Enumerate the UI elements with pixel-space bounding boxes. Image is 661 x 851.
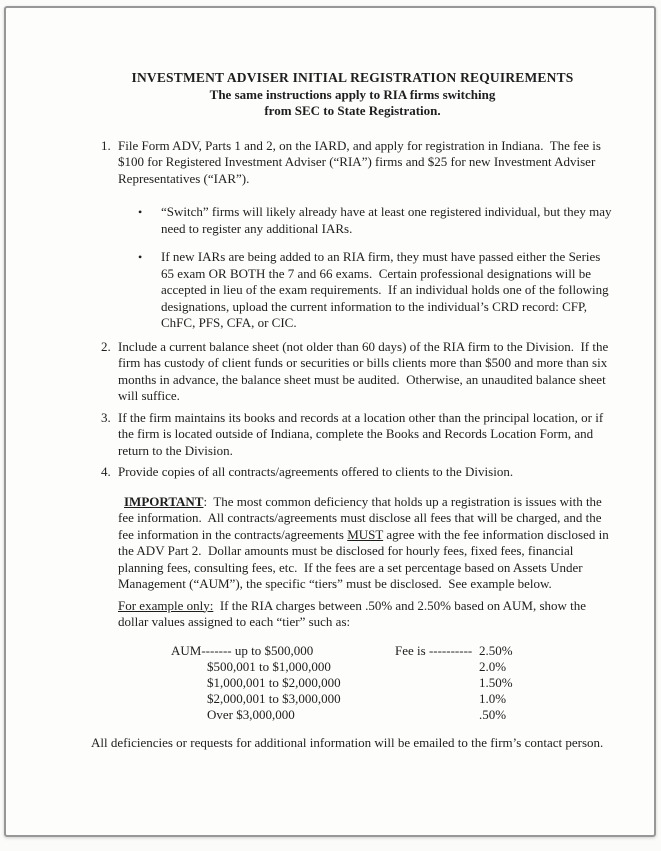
document-title	[91, 70, 614, 120]
title-line-2: The same instructions apply to RIA firms switching	[209, 86, 496, 102]
important-text-1: : The most common deficiency that holds up a registration is issues with the fee information. All contracts/agreements must disclose all fees that will be charged, and the fee information in the contracts/agreements	[118, 493, 606, 542]
example-text: If the RIA charges between .50% and 2.50% based on AUM, show the dollar values assigned to each “tier” such as:	[118, 597, 590, 629]
bullet-item-2	[91, 249, 614, 332]
fee-tier-row	[171, 707, 614, 723]
contact-note-paragraph: All deficiencies or requests for additional information will be emailed to the firm’s contact person.	[91, 734, 604, 750]
bullet-2-text: If new IARs are being added to an RIA firm, they must have passed either the Series 65 exam OR BOTH the 7 and 66 exams. Certain professional designations will be accepted in lieu of the exam requirements. If an individual holds one of the following designations, upload the current information to the individual’s CRD record: CFP, ChFC, PFS, CFA, or CIC.	[161, 249, 612, 330]
fee-tier-row	[171, 659, 614, 675]
fee-tier-row	[171, 691, 614, 707]
tier-range: $500,001 to $1,000,000	[207, 658, 331, 674]
item-1-number: 1.	[101, 137, 111, 153]
numbered-item-1	[91, 138, 614, 188]
bullet-icon: •	[138, 205, 143, 219]
bullet-1-text: “Switch” firms will likely already have at least one registered individual, but they may need to register any additional IARs.	[161, 204, 615, 236]
bullet-icon: •	[138, 250, 143, 264]
item-4-number: 4.	[101, 464, 111, 479]
example-paragraph	[118, 598, 614, 631]
fee-percentage: 2.0%	[479, 658, 507, 674]
fee-tier-row	[171, 675, 614, 691]
item-3-number: 3.	[101, 409, 111, 425]
fee-tier-row	[171, 643, 614, 659]
numbered-item-2	[91, 339, 614, 405]
document-content	[6, 8, 654, 751]
title-line-3: from SEC to State Registration.	[264, 103, 441, 118]
example-label: For example only:	[118, 597, 214, 613]
tier-range: $2,000,001 to $3,000,000	[207, 690, 341, 706]
tier-range: $1,000,001 to $2,000,000	[207, 674, 341, 690]
fee-percentage: 1.50%	[479, 674, 513, 690]
item-4-text: Provide copies of all contracts/agreements offered to clients to the Division.	[118, 464, 514, 479]
aum-fee-table	[171, 643, 614, 723]
title-line-1: INVESTMENT ADVISER INITIAL REGISTRATION REQUIREMENTS	[131, 70, 574, 85]
must-emphasis: MUST	[347, 526, 384, 542]
fee-percentage: 2.50%	[479, 642, 513, 658]
tier-range: Over $3,000,000	[207, 706, 295, 722]
important-label: IMPORTANT	[124, 493, 204, 509]
document-page	[4, 6, 656, 837]
item-1-text: File Form ADV, Parts 1 and 2, on the IARD, and apply for registration in Indiana. The fee is $100 for Registered Investment Adviser (“RIA”) firms and $25 for new Investment Adviser Representatives (“IAR”).	[118, 137, 605, 186]
fee-percentage: 1.0%	[479, 690, 507, 706]
item-3-text: If the firm maintains its books and records at a location other than the principal location, or if the firm is located outside of Indiana, complete the Books and Records Location Form, and return to the Division.	[118, 409, 607, 458]
numbered-item-4	[91, 464, 614, 481]
tier-range: AUM------- up to $500,000	[171, 642, 314, 658]
important-paragraph	[118, 494, 614, 593]
fee-percentage: .50%	[479, 706, 507, 722]
important-text-2: agree with the fee information disclosed in the ADV Part 2. Dollar amounts must be disclosed for hourly fees, fixed fees, financial planning fees, consulting fees, etc. If the fees are a set percentage based on Assets Under Management (“AUM”), the specific “tiers” must be disclosed. See example below.	[118, 526, 612, 591]
item-2-number: 2.	[101, 338, 111, 354]
bullet-item-1	[91, 204, 614, 237]
numbered-item-3	[91, 410, 614, 460]
fee-is-label: Fee is ----------	[395, 642, 473, 658]
item-2-text: Include a current balance sheet (not older than 60 days) of the RIA firm to the Division. If the firm has custody of client funds or securities or bills clients more than $500 and more than six months in advance, the balance sheet must be audited. Otherwise, an unaudited balance sheet will suffice.	[118, 338, 612, 403]
